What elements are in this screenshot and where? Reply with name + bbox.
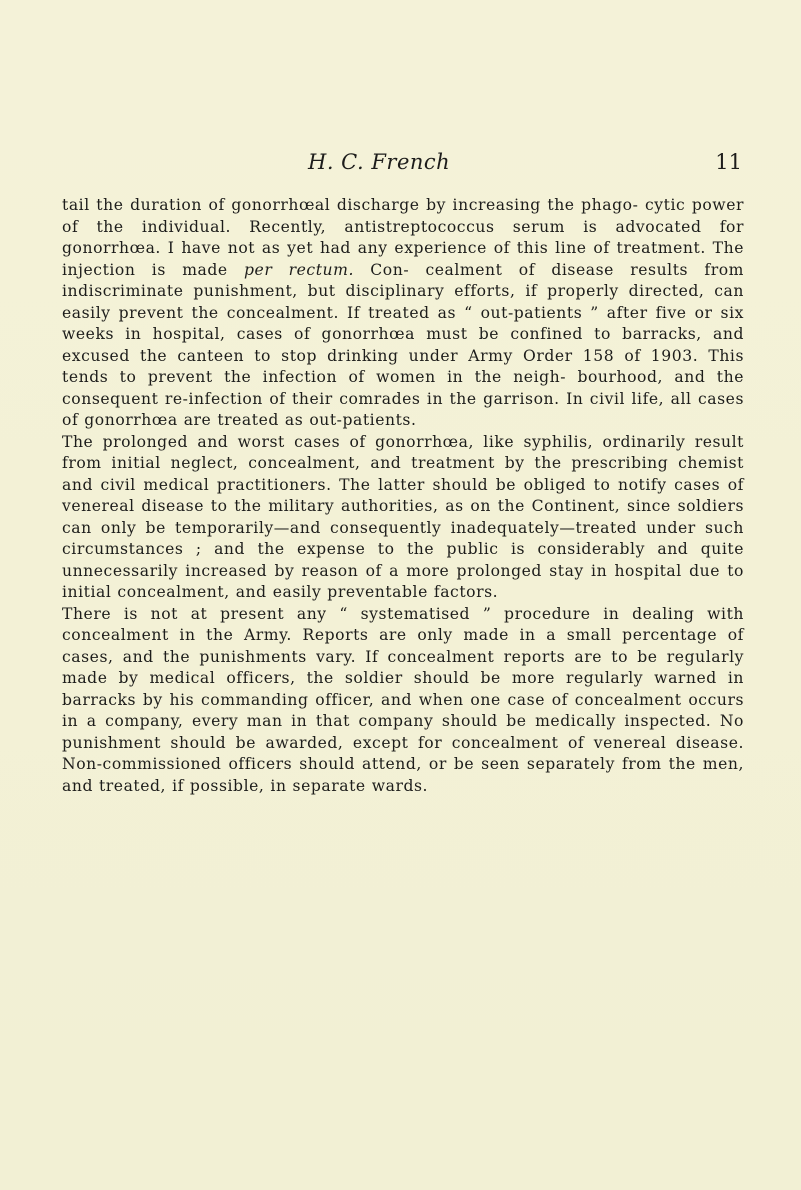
body-text: [62, 195, 744, 797]
page-number: 11: [715, 150, 742, 174]
paragraph-3: There is not at present any “ systematised ” procedure in dealing with concealment in the Army. Reports are only made in a small percentage of cases, and the punishments vary. If concealment reports are to be regularly made by medical officers, the soldier should be more regularly warned in barracks by his commanding officer, and when one case of concealment occurs in a company, every man in that company should be medically inspected. No punishment should be awarded, except for concealment of venereal disease. Non-commissioned officers should attend, or be seen separately from the men, and treated, if possible, in separate wards.: [62, 604, 744, 795]
paragraph-1-part-a: tail the duration of gonorrhœal discharge by increasing the phago- cytic power of the individual. Recently, antistreptococcus serum is advocated for gonorrhœa. I have not as yet had any experience of this line of treatment. The injection is made: [62, 196, 744, 279]
paragraph-1: [62, 195, 744, 432]
running-header: [0, 150, 801, 182]
paragraph-2: The prolonged and worst cases of gonorrhœa, like syphilis, ordinarily result from initial neglect, concealment, and treatment by the prescribing chemist and civil medical practitioners. The latter should be obliged to notify cases of venereal disease to the military authorities, as on the Continent, since soldiers can only be temporarily—and consequently inadequately—treated under such circumstances ; and the expense to the public is considerably and quite unnecessarily increased by reason of a more prolonged stay in hospital due to initial concealment, and easily preventable factors.: [62, 432, 744, 601]
paragraph-1-italic: per rectum.: [244, 260, 354, 279]
running-head-author: H. C. French: [308, 150, 451, 174]
paragraph-1-part-b: Con- cealment of disease results from indiscriminate punishment, but disciplinary efforts, if properly directed, can easily prevent the concealment. If treated as “ out-patients ” after five or six weeks in hospital, cases of gonorrhœa must be confined to barracks, and excused the canteen to stop drinking under Army Order 158 of 1903. This tends to prevent the infection of women in the neigh- bourhood, and the consequent re-infection of their comrades in the garrison. In civil life, all cases of gonorrhœa are treated as out-patients.: [62, 260, 744, 429]
